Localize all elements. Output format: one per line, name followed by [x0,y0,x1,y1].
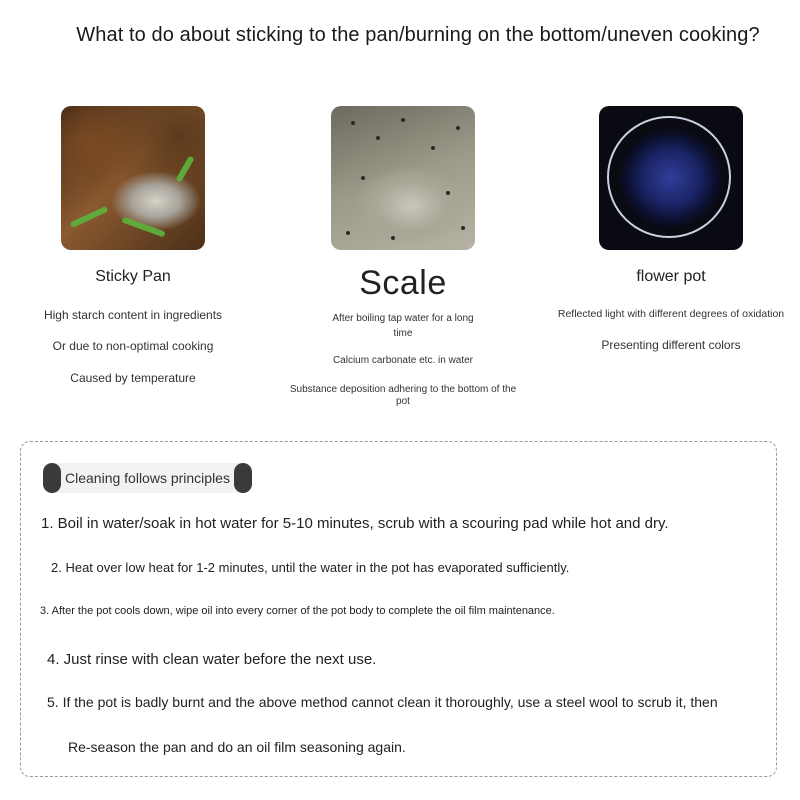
step-4: 4. Just rinse with clean water before the next use. [47,651,377,668]
step-1: 1. Boil in water/soak in hot water for 5-10 minutes, scrub with a scouring pad while hot and dry. [41,515,669,532]
column-line: Or due to non-optimal cooking [52,339,214,354]
column-name: flower pot [636,268,706,285]
step-2: 2. Heat over low heat for 1-2 minutes, until the water in the pot has evaporated sufficiently. [51,560,570,575]
principles-heading: Cleaning follows principles [43,463,252,493]
column-line: Calcium carbonate etc. in water [332,355,474,366]
sticky-pan-image [61,106,205,250]
column-line: Presenting different colors [601,337,741,352]
step-5: 5. If the pot is badly burnt and the above method cannot clean it thoroughly, use a steel wool to scrub it, then [47,694,718,710]
step-3: 3. After the pot cools down, wipe oil into every corner of the pot body to complete the oil film maintenance. [40,605,555,617]
page-title: What to do about sticking to the pan/burning on the bottom/uneven cooking? [76,24,760,46]
cleaning-principles-box [20,441,777,777]
column-flower-pot [551,106,791,352]
column-line: Caused by temperature [70,370,196,385]
column-sticky-pan [13,106,253,385]
flower-pot-image [599,106,743,250]
scale-image [331,106,475,250]
column-line: After boiling tap water for a long time [332,313,474,339]
column-line: Substance deposition adhering to the bottom of the pot [289,384,517,407]
column-scale [283,106,523,408]
column-line: High starch content in ingredients [43,308,223,322]
column-name: Sticky Pan [95,268,171,285]
step-5-continued: Re-season the pan and do an oil film seasoning again. [68,739,406,755]
column-name: Scale [359,264,447,302]
column-line: Reflected light with different degrees of oxidation [557,308,785,320]
